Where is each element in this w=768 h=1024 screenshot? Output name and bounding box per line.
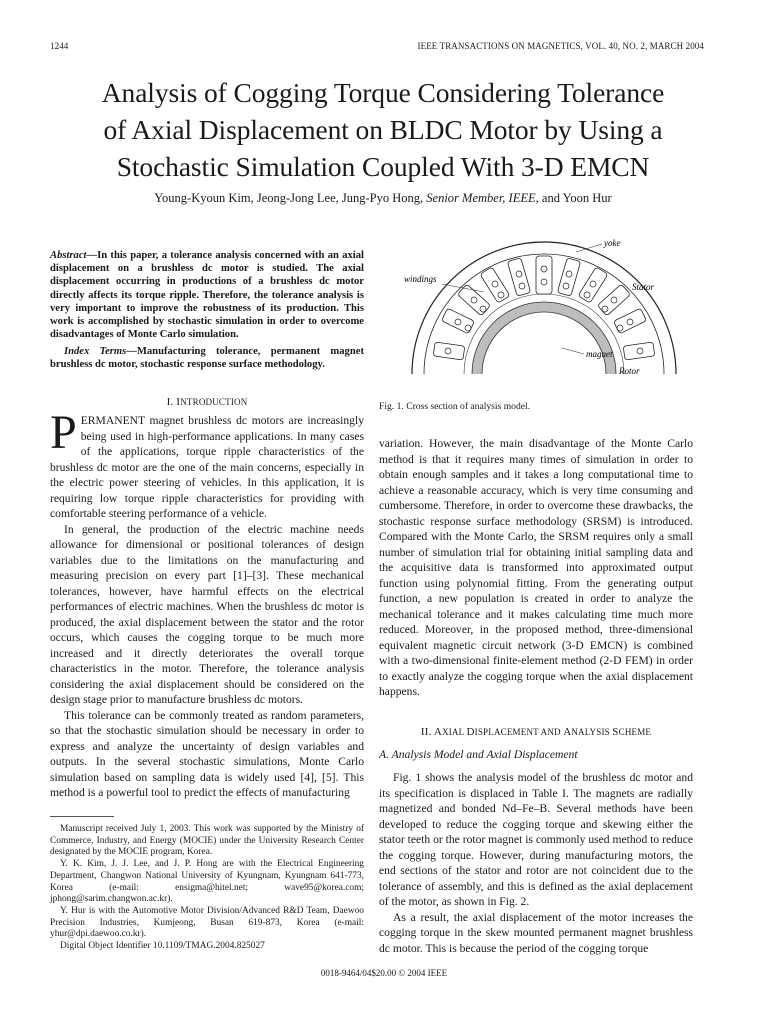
intro-paragraph-2: In general, the production of the electric machine needs allowance for dimensional or positional tolerances of design variables due to the limitations on the manufacturing and measuring precision on every part [1]–[3]. These mechanical tolerances, however, have harmful effects on the electrical performances of electric machines. When the brushless dc motor is produced, the axial displacement between the stator and the rotor occurs, which causes the cogging torque to be much more increased and it directly deteriorates the overall torque characteristics in the motor. Therefore, the tolerance analysis considering the axial displacement should be considered on the design stage prior to manufacture brushless dc motors. [50, 522, 364, 706]
journal-header: IEEE TRANSACTIONS ON MAGNETICS, VOL. 40, NO. 2, MARCH 2004 [417, 41, 704, 51]
figure-label-stator: Stator [632, 282, 655, 292]
right-column-body-2 [379, 770, 693, 956]
figure-label-magnet: magnet [586, 349, 613, 359]
index-terms [50, 345, 364, 371]
right-paragraph-1: variation. However, the main disadvantage of the Monte Carlo method is that it requires many times of simulation in order to obtain enough samples and it takes a long computational time to achieve a reasonable accuracy, which is very time consuming and cumbersome. Therefore, in order to overcome these drawbacks, the stochastic response surface methodology (SRSM) is introduced. Compared with the Monte Carlo, the SRSM requires only a small number of simulation trial for obtaining initial sampling data and the acquisitive data is transformed into approximated output function using polynomial fitting. From the generating output function, a new population is created in order to analyze the mechanical tolerance and it makes calculating time much more reduced. Moreover, in the proposed method, three-dimensional equivalent magnetic circuit network (3-D EMCN) is combined with a two-dimensional finite-element method (2-D FEM) in order to exactly analyze the cogging torque when the axial displacement happens. [379, 437, 693, 698]
section-heading-axial-displacement: II. AXIAL DISPLACEMENT AND ANALYSIS SCHEME [420, 726, 652, 738]
author-names-b: , and Yoon Hur [535, 191, 612, 205]
subsection-heading-analysis-model: A. Analysis Model and Axial Displacement [379, 748, 578, 761]
abstract-lead: Abstract [50, 250, 87, 261]
page-number: 1244 [50, 41, 69, 51]
title-line-2: of Axial Displacement on BLDC Motor by Using a [103, 114, 663, 145]
right-paragraph-2: Fig. 1 shows the analysis model of the brushless dc motor and its specification is displaced in Table I. The magnets are radially magnetized and bonded Nd–Fe–B. Several methods have been developed to reduce the cogging torque and skewing either the stator teeth or the rotor magnet is commonly used method to reduce the cogging torque. However, during manufacturing motors, the end sections of the stator and rotor are not coincident due to the tolerance of assembly, and this is defined as the axial deplacement of the motor, as shown in Fig. 2. [379, 771, 693, 908]
footnote-manuscript: Manuscript received July 1, 2003. This work was supported by the Ministry of Commerce, Industry, and Energy (MOCIE) under the University Research Center designated by the MOCIE program, Korea. [50, 824, 364, 858]
footnote-author-hur: Y. Hur is with the Automotive Motor Division/Advanced R&D Team, Daewoo Precision Industries, Kumjeong, Busan 619-873, Korea (e-mail: yhur@dpi.daewoo.co.kr). [50, 905, 364, 940]
author-senior-member: Senior Member, IEEE [426, 191, 536, 205]
title-line-3: Stochastic Simulation Coupled With 3-D EMCN [116, 151, 650, 182]
abstract [50, 249, 364, 341]
figure-label-rotor: Rotor [619, 366, 640, 376]
figure-1-motor-cross-section [394, 234, 694, 379]
figure-label-windings: windings [404, 274, 437, 284]
abstract-text: —In this paper, a tolerance analysis concerned with an axial displacement on a brushless dc motor is studied. The axial displacement occurring in productions of a brushless dc motor directly affects its torque ripple. Therefore, the tolerance analysis is very important to improve the robustness of its production. This work is accomplished by stochastic simulation in order to overcome disadvantages of Monte Carlo simulation. [50, 250, 364, 341]
index-terms-lead: Index Terms [64, 346, 127, 357]
footnote-authors-changwon: Y. K. Kim, J. J. Lee, and J. P. Hong are with the Electrical Engineering Department, Changwon National University of Kyungnam, Kyungnam 641-773, Korea (e-mail: ensigma@hitel.net; wave95@korea.com; jphong@sarim.changwon.ac.kr). [50, 859, 364, 905]
author-list [30, 191, 736, 206]
drop-cap: P [50, 406, 77, 459]
index-terms-text: —Manufacturing tolerance, permanent magnet brushless dc motor, stochastic response surface methodology. [50, 346, 364, 371]
section-heading-introduction: I. INTRODUCTION [166, 396, 248, 408]
figure-1-caption: Fig. 1. Cross section of analysis model. [379, 401, 531, 412]
intro-paragraph-1: ERMANENT magnet brushless dc motors are increasingly being used in high-performance applications. In many cases of the applications, torque ripple characteristics of the brushless dc motor are the one of the main concerns, especially in the electric power steering of vehicles. In this application, it is requiring low torque ripple characteristics for providing with comfortable steering performance of a vehicle. [50, 414, 364, 520]
figure-label-yoke: yoke [604, 238, 621, 248]
right-column-body [379, 436, 693, 700]
copyright-footer: 0018-9464/04$20.00 © 2004 IEEE [320, 968, 448, 978]
intro-paragraph-3: This tolerance can be commonly treated as random parameters, so that the stochastic simulation should be necessary in order to express and analyze the uncertainty of design variables and outputs. In the several stochastic simulations, Monte Carlo simulation based on sampling data is widely used [4], [5]. This method is a powerful tool to predict the effects of manufacturing [50, 708, 364, 799]
footnote-doi: Digital Object Identifier 10.1109/TMAG.2004.825027 [60, 941, 265, 952]
right-paragraph-3: As a result, the axial displacement of the motor increases the cogging torque in the skew mounted permanent magnet brushless dc motor. This is because the period of the cogging torque [379, 910, 693, 955]
author-names-a: Young-Kyoun Kim, Jeong-Jong Lee, Jung-Pyo Hong, [154, 191, 427, 205]
footnotes [50, 824, 364, 953]
introduction-body [50, 406, 364, 801]
title-line-1: Analysis of Cogging Torque Considering Tolerance [101, 77, 665, 108]
motor-cross-section-drawing [394, 234, 694, 379]
paper-title [30, 74, 736, 185]
footnote-rule [50, 816, 114, 817]
